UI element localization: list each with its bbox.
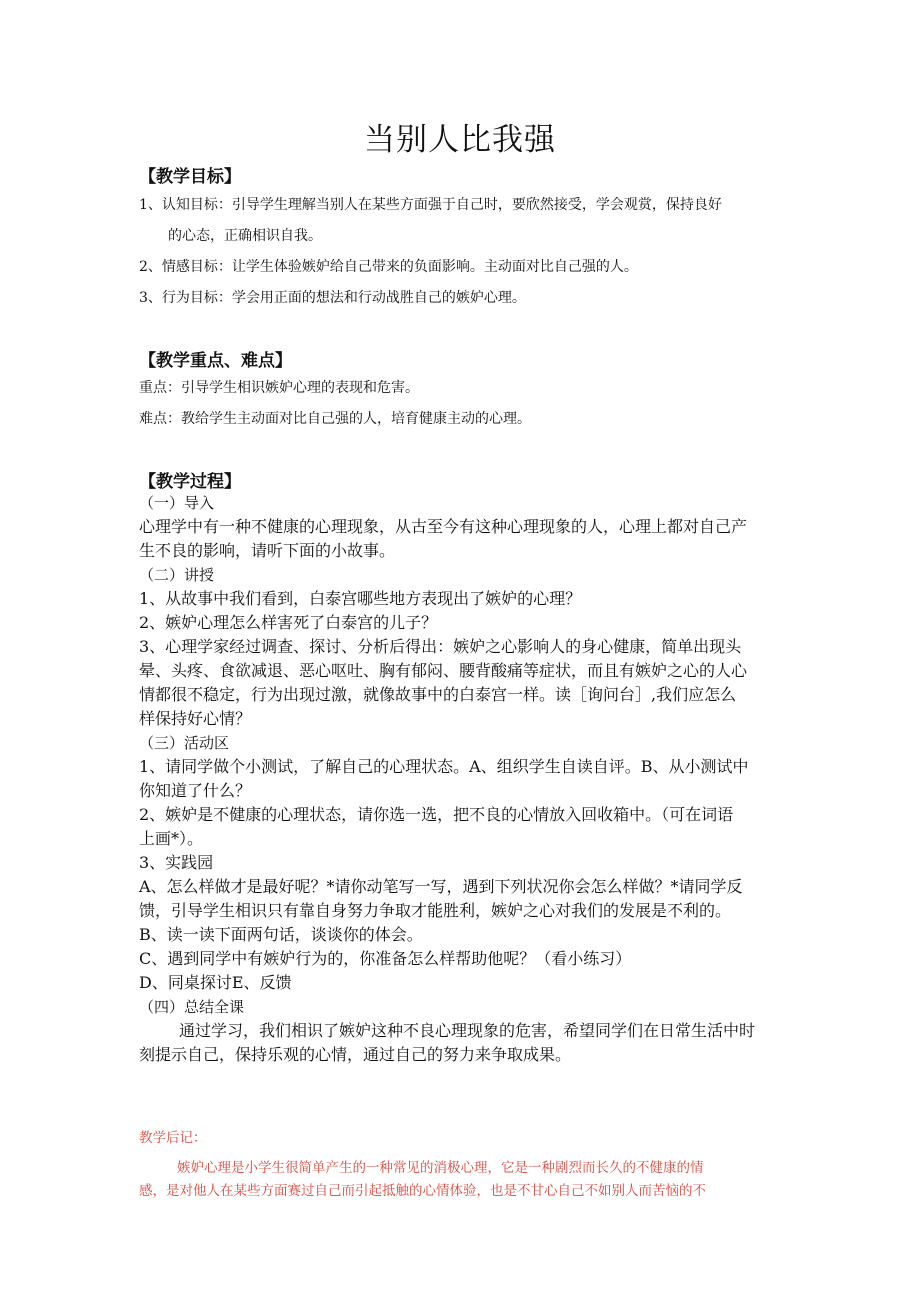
process-line: 通过学习，我们相识了嫉妒这种不良心理现象的危害，希望同学们在日常生活中时: [179, 1021, 756, 1040]
goals-heading: 【教学目标】: [139, 167, 241, 187]
process-line: 上画*）。: [139, 829, 204, 848]
process-line: 3、心理学家经过调查、探讨、分析后得出：嫉妒之心影响人的身心健康，简单出现头: [139, 637, 742, 656]
process-line: 样保持好心情？: [139, 709, 252, 728]
process-line: D、同桌探讨E、反馈: [139, 973, 292, 992]
process-line: A、怎么样做才是最好呢？*请你动笔写一写，遇到下列状况你会怎么样做？*请同学反: [139, 877, 743, 896]
postscript-label: 教学后记：: [139, 1130, 207, 1146]
process-line: C、遇到同学中有嫉妒行为的，你准备怎么样帮助他呢？（看小练习）: [139, 949, 632, 968]
process-line: 2、嫉妒心理怎么样害死了白泰宫的儿子？: [139, 613, 438, 632]
process-line: 3、实践园: [139, 853, 214, 872]
process-line: （一）导入: [139, 494, 215, 512]
goal-item-1: 1、认知目标：引导学生理解当别人在某些方面强于自己时，要欣然接受，学会观赏，保持良好: [139, 197, 722, 213]
process-line: 你知道了什么？: [139, 781, 252, 800]
process-line: 心理学中有一种不健康的心理现象，从古至今有这种心理现象的人，心理上都对自己产: [139, 517, 748, 536]
process-line: 刻提示自己，保持乐观的心情，通过自己的努力来争取成果。: [139, 1045, 572, 1064]
process-line: 情都很不稳定，行为出现过激，就像故事中的白泰宫一样。读［询问台］,我们应怎么: [139, 685, 737, 704]
process-line: 生不良的影响，请听下面的小故事。: [139, 541, 396, 560]
process-line: 馈，引导学生相识只有靠自身努力争取才能胜利，嫉妒之心对我们的发展是不利的。: [139, 901, 732, 920]
process-line: （四）总结全课: [139, 998, 245, 1016]
process-line: 1、请同学做个小测试，了解自己的心理状态。A、组织学生自读自评。B、从小测试中: [139, 757, 749, 776]
page-title: 当别人比我强: [364, 122, 556, 158]
goal-item-2: 2、情感目标：让学生体验嫉妒给自己带来的负面影响。主动面对比自己强的人。: [139, 259, 638, 275]
goal-item-1-continued: 的心态，正确相识自我。: [168, 228, 322, 244]
process-heading: 【教学过程】: [139, 472, 241, 492]
postscript-line-1: 嫉妒心理是小学生很简单产生的一种常见的消极心理，它是一种剧烈而长久的不健康的情: [177, 1160, 704, 1176]
difficulty-point: 难点：教给学生主动面对比自己强的人，培育健康主动的心理。: [139, 411, 531, 427]
postscript-line-2: 感，是对他人在某些方面赛过自己而引起抵触的心情体验，也是不甘心自己不如别人而苦恼的不: [139, 1183, 706, 1199]
goal-item-3: 3、行为目标：学会用正面的想法和行动战胜自己的嫉妒心理。: [139, 290, 526, 306]
process-line: B、读一读下面两句话，谈谈你的体会。: [139, 925, 423, 944]
process-line: （二）讲授: [139, 566, 215, 584]
process-line: 2、嫉妒是不健康的心理状态，请你选一选，把不良的心情放入回收箱中。（可在词语: [139, 805, 734, 824]
process-line: （三）活动区: [139, 734, 230, 752]
process-line: 晕、头疼、食欲减退、恶心呕吐、胸有郁闷、腰背酸痛等症状，而且有嫉妒之心的人心: [139, 661, 748, 680]
focus-point: 重点：引导学生相识嫉妒心理的表现和危害。: [139, 380, 419, 396]
process-line: 1、从故事中我们看到，白泰宫哪些地方表现出了嫉妒的心理？: [139, 589, 582, 608]
key-points-heading: 【教学重点、难点】: [139, 351, 292, 371]
process-body: [139, 491, 789, 1067]
